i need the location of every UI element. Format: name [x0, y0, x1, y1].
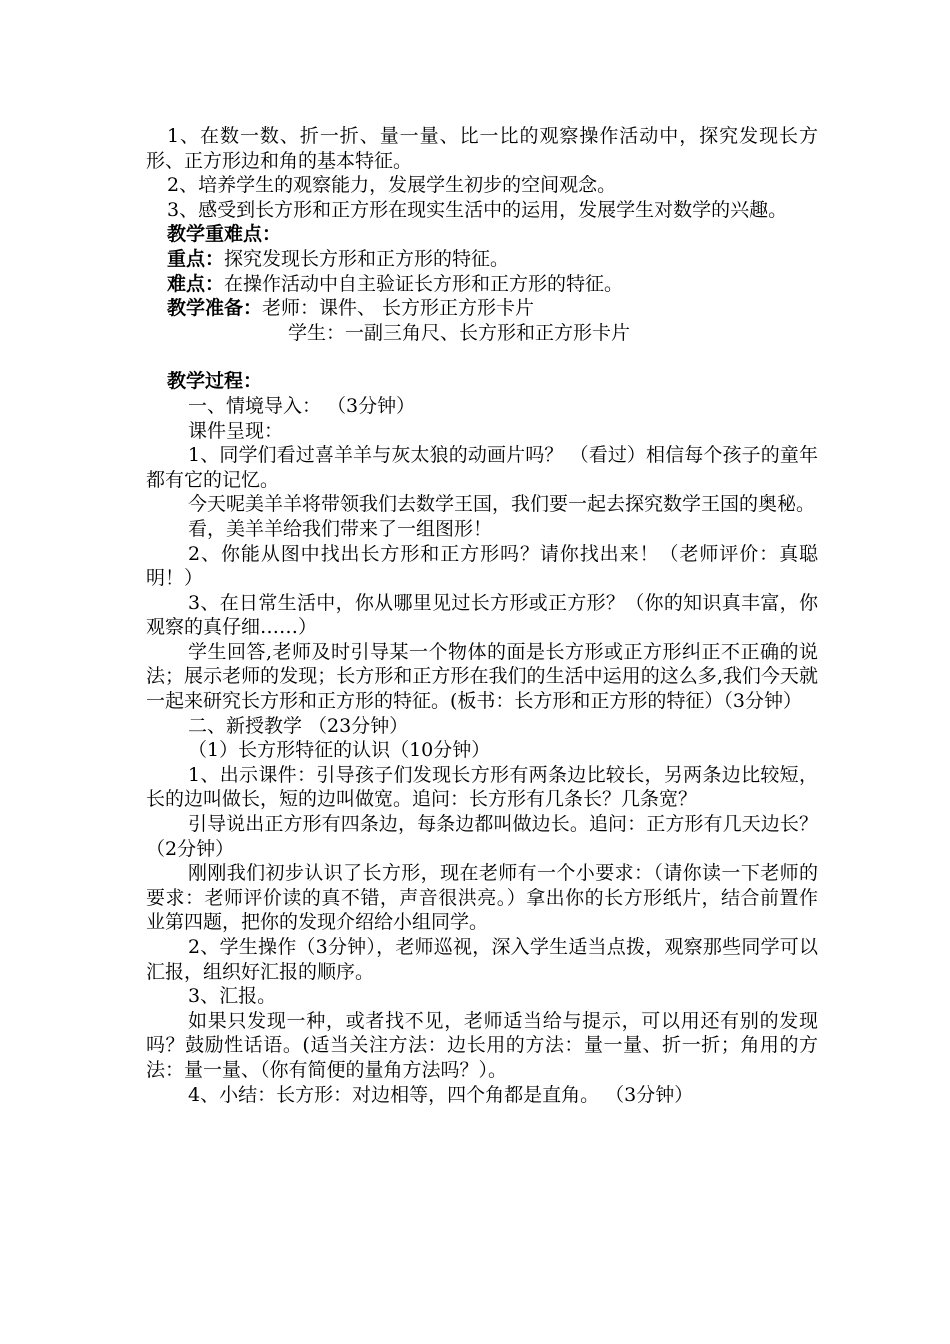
- preparation-student: 学生：一副三角尺、长方形和正方形卡片: [288, 321, 631, 344]
- difficulty-label: 难点：: [167, 272, 225, 295]
- s1-paragraph-3: 看，美羊羊给我们带来了一组图形！: [188, 517, 493, 540]
- s1-paragraph-5: 3、在日常生活中，你从哪里见过长方形或正方形？（你的知识真丰富，你观察的真仔细……）: [146, 591, 818, 639]
- s1-paragraph-4: 2、你能从图中找出长方形和正方形吗？请你找出来！（老师评价：真聪明！）: [146, 542, 818, 590]
- s2-paragraph-6: 如果只发现一种，或者找不见，老师适当给与提示，可以用还有别的发现吗？鼓励性话语。(适当关注方法：边长用的方法：量一量、折一折；角用的方法：量一量、（你有简便的量角方法吗？）。: [146, 1009, 818, 1081]
- preparation-teacher: 老师：课件、 长方形正方形卡片: [262, 297, 535, 320]
- objective-2: 2、培养学生的观察能力，发展学生初步的空间观念。: [167, 174, 617, 197]
- spacer: [146, 345, 818, 369]
- s1-paragraph-2: 今天呢美羊羊将带领我们去数学王国，我们要一起去探究数学王国的奥秘。: [188, 493, 816, 516]
- s1-paragraph-6: 学生回答,老师及时引导某一个物体的面是长方形或正方形纠正不正确的说法；展示老师的发现；长方形和正方形在我们的生活中运用的这么多,我们今天就一起来研究长方形和正方形的特征。(板书：长方形和正方形的特征）（3分钟）: [146, 640, 818, 713]
- s2-paragraph-7: 4、小结：长方形：对边相等，四个角都是直角。 （3分钟）: [188, 1083, 694, 1106]
- process-heading: 教学过程：: [167, 370, 263, 393]
- focus-line: [146, 247, 818, 272]
- s2-paragraph-1: 1、出示课件：引导孩子们发现长方形有两条边比较长，另两条边比较短，长的边叫做长，短的边叫做宽。追问：长方形有几条长？几条宽？: [146, 763, 818, 811]
- objective-1: 1、在数一数、折一折、量一量、比一比的观察操作活动中，探究发现长方形、正方形边和角的基本特征。: [146, 125, 818, 172]
- document-page: [146, 124, 818, 1107]
- difficulty-line: [146, 272, 818, 297]
- difficulty-text: 在操作活动中自主验证长方形和正方形的特征。: [224, 272, 624, 295]
- courseware-label: 课件呈现：: [188, 419, 284, 442]
- s2-paragraph-4: 2、学生操作（3分钟），老师巡视，深入学生适当点拨，观察那些同学可以汇报，组织好汇报的顺序。: [146, 936, 818, 983]
- preparation-line: [146, 296, 818, 321]
- s1-paragraph-1: 1、同学们看过喜羊羊与灰太狼的动画片吗？ （看过）相信每个孩子的童年都有它的记忆。: [146, 444, 818, 491]
- focus-text: 探究发现长方形和正方形的特征。: [224, 247, 510, 270]
- focus-label: 重点：: [167, 247, 225, 270]
- section2-title: 二、新授教学 （23分钟）: [188, 714, 409, 737]
- section1-title: 一、情境导入： （3分钟）: [188, 394, 416, 417]
- objective-3: 3、感受到长方形和正方形在现实生活中的运用，发展学生对数学的兴趣。: [167, 198, 788, 221]
- sub1-title: （1）长方形特征的认识（10分钟）: [188, 739, 491, 762]
- key-points-heading: 教学重难点：: [167, 223, 282, 246]
- s2-paragraph-5: 3、汇报。: [188, 985, 277, 1008]
- s2-paragraph-3: 刚刚我们初步认识了长方形，现在老师有一个小要求：（请你读一下老师的要求：老师评价读的真不错，声音很洪亮。）拿出你的长方形纸片，结合前置作业第四题，把你的发现介绍给小组同学。: [146, 862, 818, 934]
- preparation-label: 教学准备：: [167, 297, 263, 320]
- s2-paragraph-2: 引导说出正方形有四条边，每条边都叫做边长。追问：正方形有几天边长？（2分钟）: [146, 813, 818, 860]
